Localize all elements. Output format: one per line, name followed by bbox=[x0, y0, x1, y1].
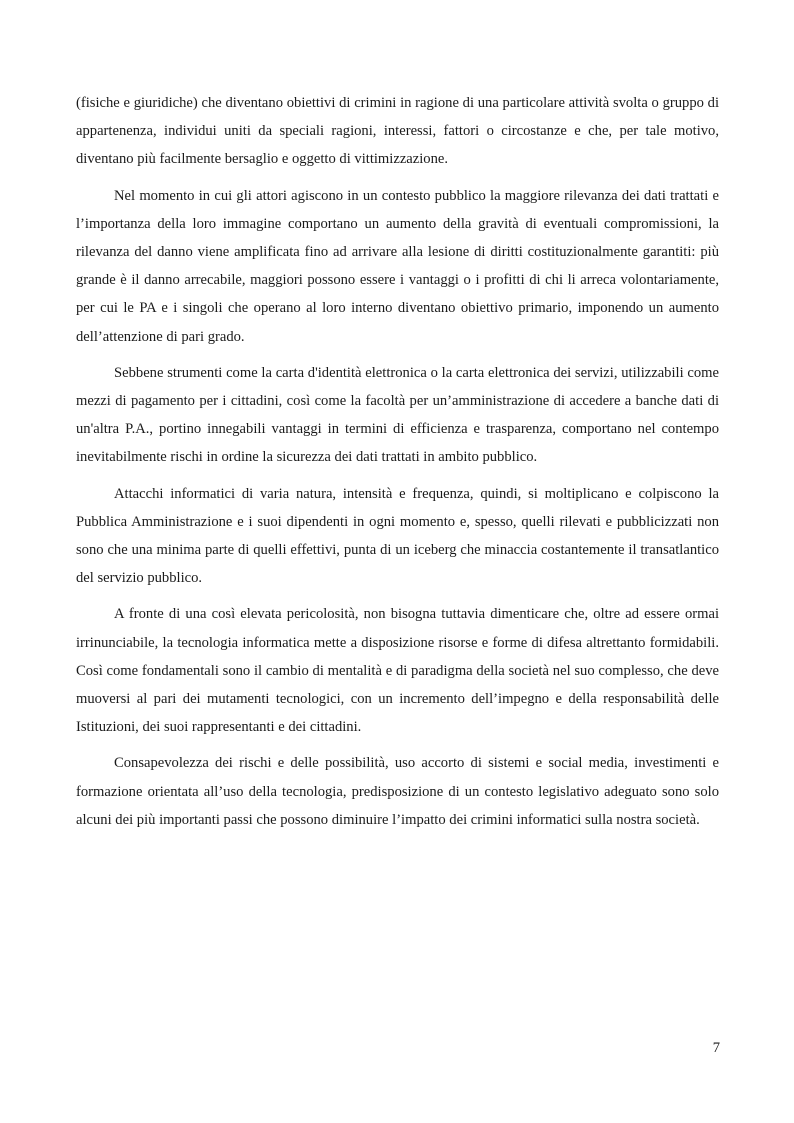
paragraph-electronic-tools: Sebbene strumenti come la carta d'identità elettronica o la carta elettronica dei servizi, utilizzabili come mezzi di pagamento per i cittadini, così come la facoltà per un’amministrazione di accedere a banche dati di un'altra P.A., portino innegabili vantaggi in termini di efficienza e trasparenza, comportano nel contempo inevitabilmente rischi in ordine la sicurezza dei dati trattati in ambito pubblico. bbox=[76, 364, 719, 466]
body-text bbox=[76, 89, 719, 842]
paragraph-continuation: (fisiche e giuridiche) che diventano obiettivi di crimini in ragione di una particolare attività svolta o gruppo di appartenenza, individui uniti da speciali ragioni, interessi, fattori o circostanze e che, per tale motivo, diventano più facilmente bersaglio e oggetto di vittimizzazione. bbox=[76, 95, 719, 168]
paragraph-awareness: Consapevolezza dei rischi e delle possibilità, uso accorto di sistemi e social media, investimenti e formazione orientata all’uso della tecnologia, predisposizione di un contesto legislativo adeguato sono solo alcuni dei più importanti passi che possono diminuire l’impatto dei crimini informatici sulla nostra società. bbox=[76, 755, 719, 828]
paragraph-cyber-attacks: Attacchi informatici di varia natura, intensità e frequenza, quindi, si moltiplicano e colpiscono la Pubblica Amministrazione e i suoi dipendenti in ogni momento e, spesso, quelli rilevati e pubblicizzati non sono che una minima parte di quelli effettivi, punta di un iceberg che minaccia costantemente il transatlantico del servizio pubblico. bbox=[76, 485, 719, 587]
paragraph-technology-defense: A fronte di una così elevata pericolosità, non bisogna tuttavia dimenticare che, oltre ad essere ormai irrinunciabile, la tecnologia informatica mette a disposizione risorse e forme di difesa altrettanto formidabili. Così come fondamentali sono il cambio di mentalità e di paradigma della società nel suo complesso, che deve muoversi al pari dei mutamenti tecnologici, con un incremento dell’impegno e della responsabilità delle Istituzioni, dei suoi rappresentanti e dei cittadini. bbox=[76, 606, 719, 736]
paragraph-public-context: Nel momento in cui gli attori agiscono in un contesto pubblico la maggiore rilevanza dei dati trattati e l’importanza della loro immagine comportano un aumento della gravità di eventuali compromissioni, la rilevanza del danno viene amplificata fino ad arrivare alla lesione di diritti costituzionalmente garantiti: più grande è il danno arrecabile, maggiori possono essere i vantaggi o i profitti di chi li arreca volontariamente, per cui le PA e i singoli che operano al loro interno diventano obiettivo primario, imponendo un aumento dell’attenzione di pari grado. bbox=[76, 187, 719, 345]
page-number: 7 bbox=[712, 1040, 720, 1056]
